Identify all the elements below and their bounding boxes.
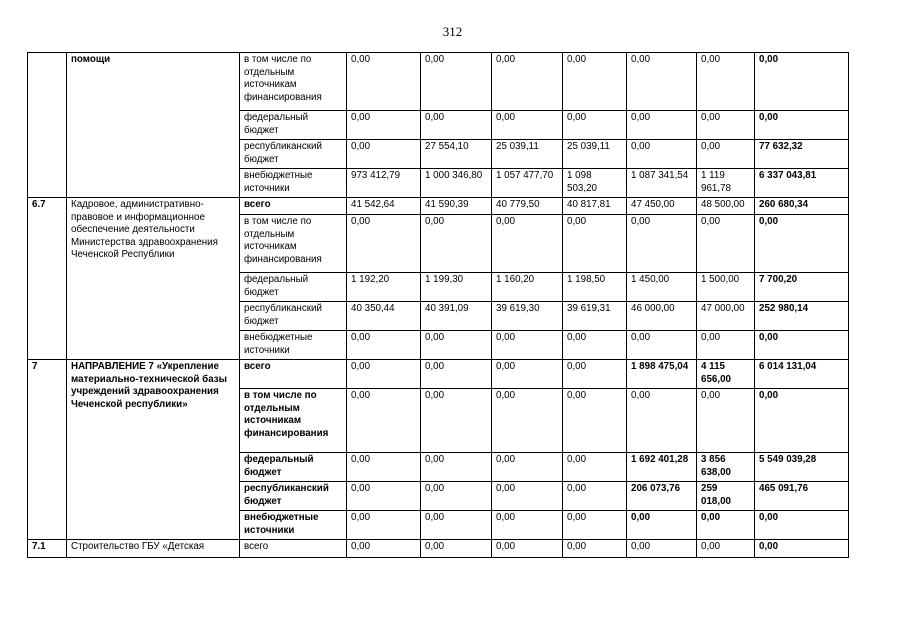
cell-value: 0,00 bbox=[627, 53, 697, 111]
cell-value: 1 692 401,28 bbox=[627, 453, 697, 482]
cell-value: 0,00 bbox=[697, 331, 755, 360]
cell-value: 0,00 bbox=[697, 540, 755, 558]
cell-source: федеральный бюджет bbox=[240, 453, 347, 482]
cell-source: внебюджетные источники bbox=[240, 511, 347, 540]
cell-value: 40 817,81 bbox=[563, 198, 627, 215]
cell-source: в том числе по отдельным источникам финансирования bbox=[240, 215, 347, 273]
cell-value: 0,00 bbox=[492, 111, 563, 140]
cell-value: 0,00 bbox=[627, 389, 697, 453]
cell-total: 0,00 bbox=[755, 331, 849, 360]
table-row bbox=[28, 540, 849, 558]
cell-value: 0,00 bbox=[627, 140, 697, 169]
cell-value: 41 590,39 bbox=[421, 198, 492, 215]
cell-value: 40 391,09 bbox=[421, 302, 492, 331]
cell-total: 6 014 131,04 bbox=[755, 360, 849, 389]
cell-value: 0,00 bbox=[697, 389, 755, 453]
table-row bbox=[28, 53, 849, 111]
cell-value: 0,00 bbox=[627, 215, 697, 273]
table-row bbox=[28, 360, 849, 389]
cell-value: 0,00 bbox=[697, 111, 755, 140]
cell-value: 0,00 bbox=[563, 215, 627, 273]
cell-value: 39 619,30 bbox=[492, 302, 563, 331]
cell-value: 25 039,11 bbox=[563, 140, 627, 169]
cell-value: 4 115 656,00 bbox=[697, 360, 755, 389]
cell-value: 1 057 477,70 bbox=[492, 169, 563, 198]
cell-value: 0,00 bbox=[421, 453, 492, 482]
cell-value: 0,00 bbox=[421, 111, 492, 140]
cell-value: 40 350,44 bbox=[347, 302, 421, 331]
cell-value: 0,00 bbox=[421, 389, 492, 453]
cell-source: всего bbox=[240, 198, 347, 215]
cell-value: 206 073,76 bbox=[627, 482, 697, 511]
cell-value: 0,00 bbox=[492, 331, 563, 360]
cell-source: республиканский бюджет bbox=[240, 482, 347, 511]
cell-value: 1 000 346,80 bbox=[421, 169, 492, 198]
cell-name: НАПРАВЛЕНИЕ 7 «Укрепление материально-технической базы учреждений здравоохранения Чеченской республики» bbox=[67, 360, 240, 540]
cell-value: 1 098 503,20 bbox=[563, 169, 627, 198]
cell-value: 0,00 bbox=[697, 215, 755, 273]
cell-source: федеральный бюджет bbox=[240, 111, 347, 140]
cell-value: 1 450,00 bbox=[627, 273, 697, 302]
cell-value: 0,00 bbox=[421, 53, 492, 111]
cell-source: республиканский бюджет bbox=[240, 140, 347, 169]
page-number: 312 bbox=[442, 24, 463, 39]
cell-source: внебюджетные источники bbox=[240, 331, 347, 360]
cell-source: федеральный бюджет bbox=[240, 273, 347, 302]
cell-total: 252 980,14 bbox=[755, 302, 849, 331]
cell-value: 0,00 bbox=[627, 331, 697, 360]
cell-value: 1 500,00 bbox=[697, 273, 755, 302]
cell-number bbox=[28, 53, 67, 198]
cell-value: 27 554,10 bbox=[421, 140, 492, 169]
cell-value: 0,00 bbox=[627, 111, 697, 140]
cell-value: 0,00 bbox=[492, 360, 563, 389]
cell-value: 0,00 bbox=[492, 389, 563, 453]
cell-value: 0,00 bbox=[563, 111, 627, 140]
cell-value: 0,00 bbox=[627, 540, 697, 558]
cell-source: всего bbox=[240, 360, 347, 389]
cell-number: 6.7 bbox=[28, 198, 67, 360]
cell-value: 0,00 bbox=[347, 215, 421, 273]
cell-value: 0,00 bbox=[697, 53, 755, 111]
cell-total: 465 091,76 bbox=[755, 482, 849, 511]
cell-value: 0,00 bbox=[563, 511, 627, 540]
cell-value: 0,00 bbox=[347, 53, 421, 111]
cell-value: 1 192,20 bbox=[347, 273, 421, 302]
cell-value: 47 000,00 bbox=[697, 302, 755, 331]
cell-value: 0,00 bbox=[421, 482, 492, 511]
cell-source: внебюджетные источники bbox=[240, 169, 347, 198]
cell-value: 1 119 961,78 bbox=[697, 169, 755, 198]
cell-total: 0,00 bbox=[755, 511, 849, 540]
cell-total: 0,00 bbox=[755, 389, 849, 453]
cell-value: 973 412,79 bbox=[347, 169, 421, 198]
cell-value: 0,00 bbox=[421, 511, 492, 540]
cell-value: 46 000,00 bbox=[627, 302, 697, 331]
cell-value: 1 087 341,54 bbox=[627, 169, 697, 198]
cell-value: 25 039,11 bbox=[492, 140, 563, 169]
cell-value: 0,00 bbox=[563, 53, 627, 111]
cell-value: 0,00 bbox=[563, 482, 627, 511]
cell-value: 1 898 475,04 bbox=[627, 360, 697, 389]
cell-value: 0,00 bbox=[347, 360, 421, 389]
cell-number: 7.1 bbox=[28, 540, 67, 558]
cell-total: 260 680,34 bbox=[755, 198, 849, 215]
cell-value: 1 160,20 bbox=[492, 273, 563, 302]
cell-value: 0,00 bbox=[492, 215, 563, 273]
cell-value: 0,00 bbox=[421, 360, 492, 389]
cell-number: 7 bbox=[28, 360, 67, 540]
cell-value: 47 450,00 bbox=[627, 198, 697, 215]
cell-value: 0,00 bbox=[492, 53, 563, 111]
cell-total: 5 549 039,28 bbox=[755, 453, 849, 482]
budget-table bbox=[27, 52, 849, 558]
cell-value: 0,00 bbox=[347, 511, 421, 540]
cell-value: 0,00 bbox=[347, 331, 421, 360]
cell-name: Кадровое, административно-правовое и информационное обеспечение деятельности Министерства здравоохранения Чеченской Республики bbox=[67, 198, 240, 360]
cell-source: в том числе по отдельным источникам финансирования bbox=[240, 389, 347, 453]
cell-value: 0,00 bbox=[492, 482, 563, 511]
cell-value: 0,00 bbox=[492, 511, 563, 540]
cell-value: 259 018,00 bbox=[697, 482, 755, 511]
cell-value: 0,00 bbox=[563, 540, 627, 558]
cell-total: 0,00 bbox=[755, 53, 849, 111]
cell-value: 1 198,50 bbox=[563, 273, 627, 302]
cell-value: 0,00 bbox=[697, 511, 755, 540]
cell-total: 0,00 bbox=[755, 540, 849, 558]
cell-source: в том числе по отдельным источникам финансирования bbox=[240, 53, 347, 111]
cell-value: 0,00 bbox=[347, 389, 421, 453]
cell-value: 0,00 bbox=[347, 453, 421, 482]
cell-value: 0,00 bbox=[347, 482, 421, 511]
cell-total: 77 632,32 bbox=[755, 140, 849, 169]
cell-name: помощи bbox=[67, 53, 240, 198]
cell-source: всего bbox=[240, 540, 347, 558]
cell-value: 0,00 bbox=[563, 453, 627, 482]
cell-value: 40 779,50 bbox=[492, 198, 563, 215]
cell-total: 0,00 bbox=[755, 215, 849, 273]
cell-total: 0,00 bbox=[755, 111, 849, 140]
cell-total: 6 337 043,81 bbox=[755, 169, 849, 198]
cell-total: 7 700,20 bbox=[755, 273, 849, 302]
cell-source: республиканский бюджет bbox=[240, 302, 347, 331]
cell-value: 0,00 bbox=[563, 360, 627, 389]
cell-value: 0,00 bbox=[421, 215, 492, 273]
cell-value: 0,00 bbox=[563, 331, 627, 360]
cell-value: 0,00 bbox=[492, 453, 563, 482]
cell-value: 48 500,00 bbox=[697, 198, 755, 215]
cell-value: 0,00 bbox=[421, 540, 492, 558]
table-row bbox=[28, 198, 849, 215]
cell-value: 0,00 bbox=[347, 140, 421, 169]
cell-value: 0,00 bbox=[347, 111, 421, 140]
cell-value: 3 856 638,00 bbox=[697, 453, 755, 482]
cell-value: 41 542,64 bbox=[347, 198, 421, 215]
cell-value: 0,00 bbox=[627, 511, 697, 540]
cell-name: Строительство ГБУ «Детская bbox=[67, 540, 240, 558]
cell-value: 0,00 bbox=[421, 331, 492, 360]
cell-value: 0,00 bbox=[347, 540, 421, 558]
cell-value: 1 199,30 bbox=[421, 273, 492, 302]
cell-value: 0,00 bbox=[492, 540, 563, 558]
cell-value: 0,00 bbox=[697, 140, 755, 169]
cell-value: 39 619,31 bbox=[563, 302, 627, 331]
cell-value: 0,00 bbox=[563, 389, 627, 453]
